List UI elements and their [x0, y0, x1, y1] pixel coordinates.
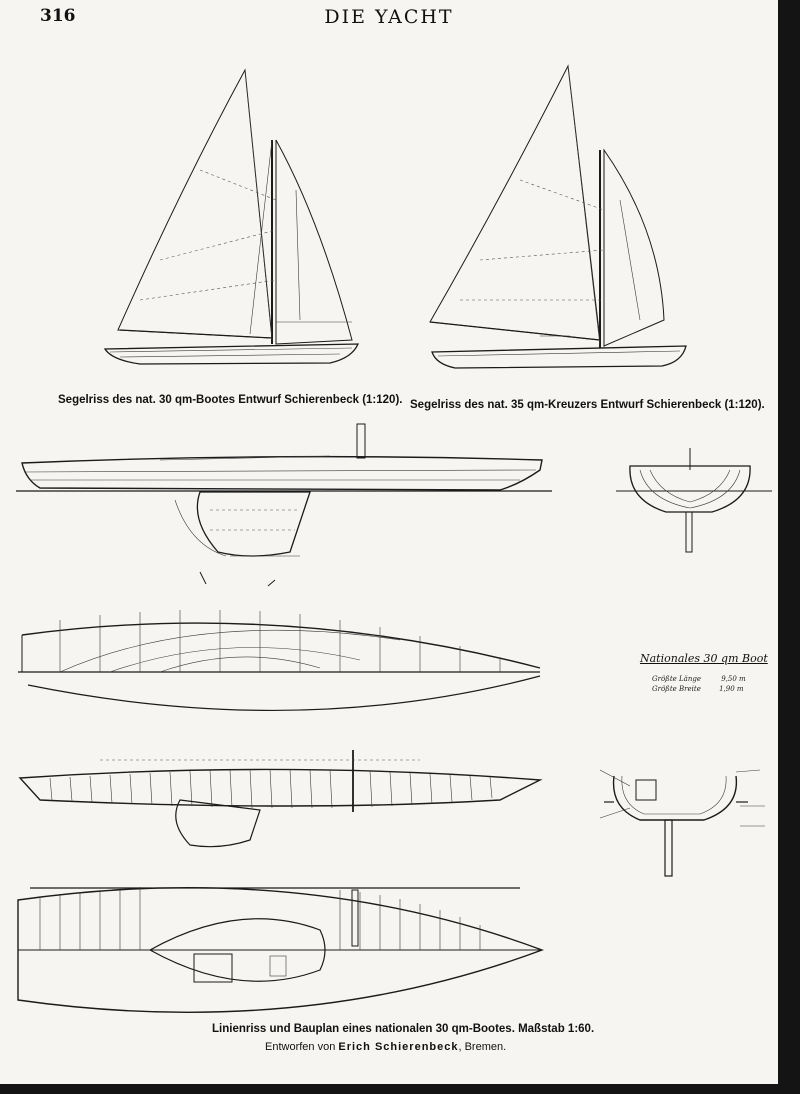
page-title: DIE YACHT [324, 6, 454, 28]
page-number: 316 [40, 6, 76, 26]
caption-sail-plan-30qm: Segelriss des nat. 30 qm-Bootes Entwurf Schierenbeck (1:120). [58, 394, 403, 406]
midship-section-drawing [600, 770, 765, 876]
body-plan-drawing [616, 448, 772, 552]
deck-plan-drawing [18, 887, 542, 1012]
caption-lines-plan: Linienriss und Bauplan eines nationalen 30 qm-Bootes. Maßstab 1:60. [212, 1023, 595, 1035]
designer-name: Erich Schierenbeck [338, 1041, 459, 1053]
designer-prefix: Entworfen von [265, 1041, 339, 1053]
legend-row-value: 1,90 m [719, 685, 744, 693]
designer-credit [265, 1041, 506, 1053]
legend-row-label: Größte Breite [652, 685, 701, 693]
legend-title: Nationales 30 qm Boot [640, 652, 768, 665]
hull-profile-drawing [16, 424, 552, 586]
legend-row-value: 9,50 m [721, 675, 746, 683]
sail-plan-30qm-drawing [105, 70, 358, 364]
caption-sail-plan-35qm: Segelriss des nat. 35 qm-Kreuzers Entwurf Schierenbeck (1:120). [410, 399, 765, 411]
legend-row-label: Größte Länge [652, 675, 701, 683]
construction-profile-drawing [20, 750, 540, 847]
designer-city: , Bremen. [458, 1041, 507, 1053]
scan-border-bottom [0, 1084, 800, 1094]
legend-row-breadth [652, 685, 744, 693]
sail-plan-35qm-drawing [430, 66, 686, 368]
legend-row-length [652, 675, 746, 683]
half-breadth-plan-drawing [18, 610, 540, 710]
scan-border-right [778, 0, 800, 1094]
